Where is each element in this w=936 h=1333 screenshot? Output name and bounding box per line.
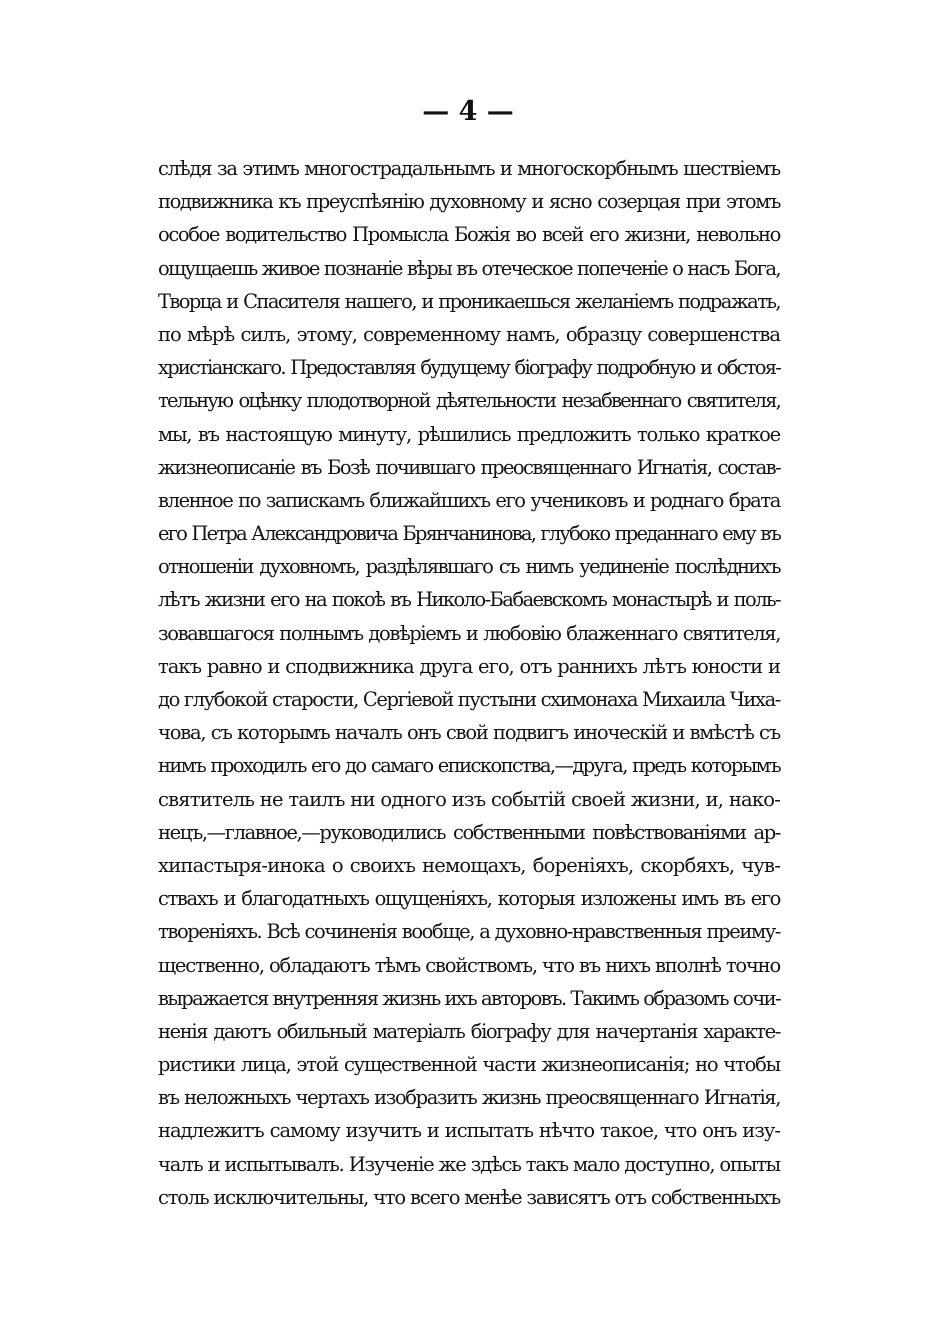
- text-line: Творца и Спасителя нашего, и проникаешься желаніемъ подражать,: [158, 289, 780, 313]
- text-line: особое водительство Промысла Божія во всей его жизни, невольно: [158, 223, 780, 247]
- text-line: щественно, обладаютъ тѣмъ свойствомъ, что въ нихъ вполнѣ точно: [158, 953, 780, 977]
- text-line: ненія даютъ обильный матеріалъ біографу для начертанія характе-: [158, 1019, 780, 1043]
- text-line: подвижника къ преуспѣянію духовному и ясно созерцая при этомъ: [158, 190, 780, 214]
- text-line: жизнеописаніе въ Бозѣ почившаго преосвященнаго Игнатія, состав-: [158, 455, 780, 479]
- text-line: надлежитъ самому изучить и испытать нѣчто такое, что онъ изу-: [158, 1119, 780, 1143]
- text-line: тельную оцѣнку плодотворной дѣятельности незабвеннаго святителя,: [158, 389, 780, 413]
- text-line: отношеніи духовномъ, раздѣлявшаго съ нимъ уединеніе послѣднихъ: [158, 555, 780, 579]
- text-line: слѣдя за этимъ многострадальнымъ и многоскорбнымъ шествіемъ: [158, 157, 780, 180]
- text-line: лѣтъ жизни его на покоѣ въ Николо-Бабаевскомъ монастырѣ и поль-: [158, 588, 780, 612]
- text-line: святитель не таилъ ни одного изъ событій своей жизни, и, нако-: [158, 787, 780, 811]
- text-line: такъ равно и сподвижника друга его, отъ раннихъ лѣтъ юности и: [158, 654, 780, 678]
- text-line: въ неложныхъ чертахъ изобразить жизнь преосвященнаго Игнатія,: [158, 1086, 780, 1110]
- text-line: христіанскаго. Предоставляя будущему біографу подробную и обстоя-: [158, 356, 780, 380]
- text-line: чалъ и испытывалъ. Изученіе же здѣсь такъ мало доступно, опыты: [158, 1152, 780, 1176]
- text-line: столь исключительны, что всего менѣе зависятъ отъ собственныхъ: [158, 1185, 780, 1209]
- text-line: чова, съ которымъ началъ онъ свой подвигъ иноческій и вмѣстѣ съ: [158, 721, 780, 745]
- text-line: ристики лица, этой существенной части жизнеописанія; но чтобы: [158, 1053, 780, 1077]
- text-line: нецъ,—главное,—руководились собственными повѣствованіями ар-: [158, 820, 780, 844]
- text-line: твореніяхъ. Всѣ сочиненія вообще, а духовно-нравственныя преиму-: [158, 920, 780, 944]
- text-line: зовавшагося полнымъ довѣріемъ и любовію блаженнаго святителя,: [158, 621, 780, 645]
- text-line: ощущаешь живое познаніе вѣры въ отеческое попеченіе о насъ Бога,: [158, 256, 780, 280]
- text-line: выражается внутренняя жизнь ихъ авторовъ. Такимъ образомъ сочи-: [158, 986, 780, 1010]
- text-line: хипастыря-инока о своихъ немощахъ, бореніяхъ, скорбяхъ, чув-: [158, 853, 780, 877]
- text-line: по мѣрѣ силъ, этому, современному намъ, образцу совершенства: [158, 322, 780, 346]
- text-line: вленное по запискамъ ближайшихъ его учениковъ и роднаго брата: [158, 488, 780, 512]
- body-text: [158, 152, 780, 1214]
- text-line: нимъ проходилъ его до самаго епископства,—друга, предъ которымъ: [158, 754, 780, 778]
- text-line: его Петра Александровича Брянчанинова, глубоко преданнаго ему въ: [158, 522, 780, 546]
- text-line: ствахъ и благодатныхъ ощущеніяхъ, которыя изложены имъ въ его: [158, 887, 780, 911]
- text-line: мы, въ настоящую минуту, рѣшились предложить только краткое: [158, 422, 780, 446]
- page-number-header: — 4 —: [422, 96, 514, 127]
- text-line: до глубокой старости, Сергіевой пустыни схимонаха Михаила Чиха-: [158, 688, 780, 711]
